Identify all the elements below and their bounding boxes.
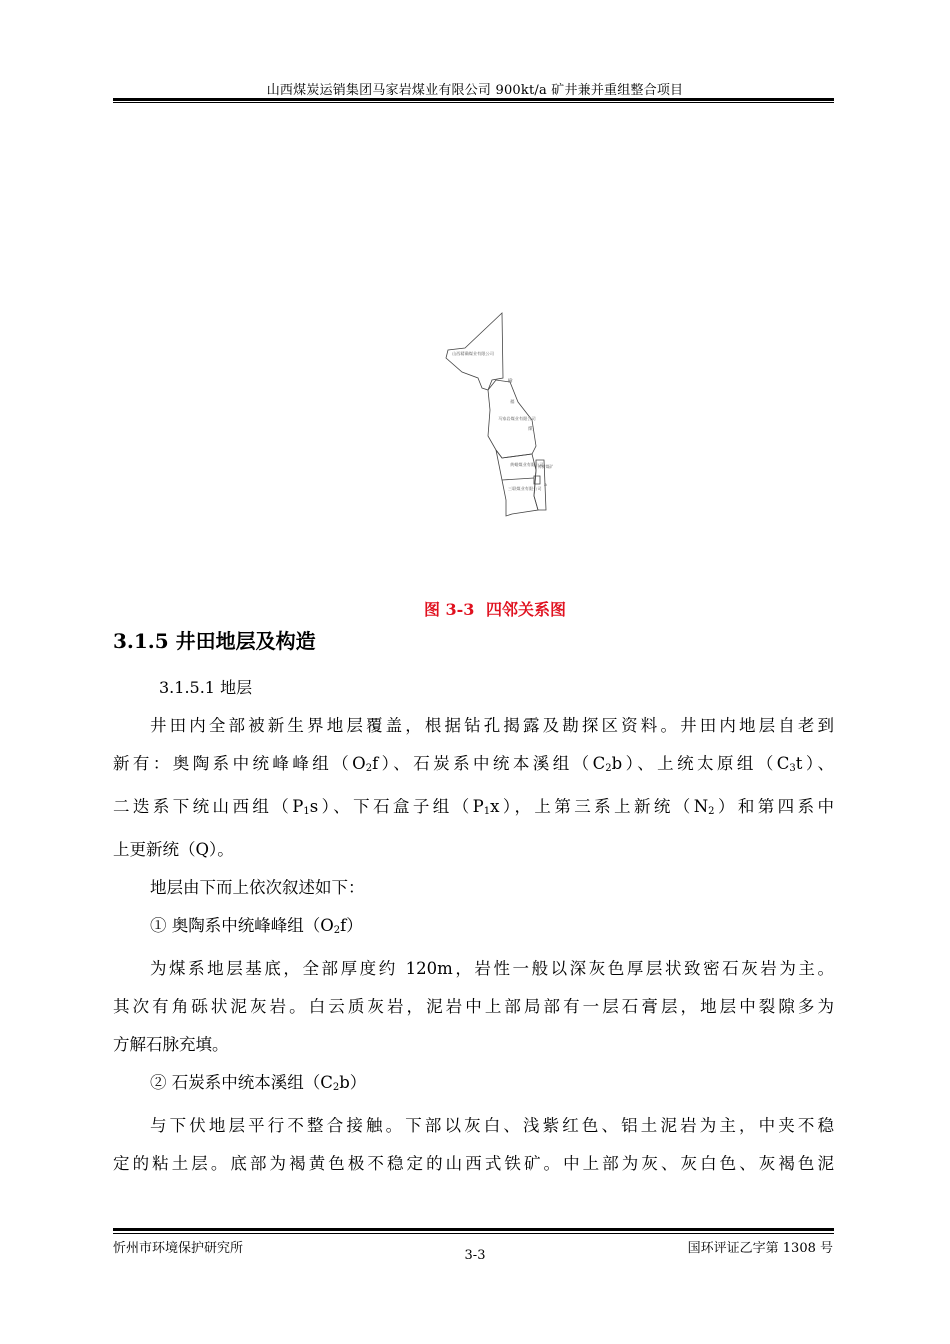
map-boundary-lower [496,450,538,516]
section-heading: 3.1.5 井田地层及构造 [113,629,316,653]
item-heading-fengfeng: ① 奥陶系中统峰峰组$(O_2f)$ [150,916,363,936]
label-right-strip: 神树煤矿 [538,464,554,469]
para-line: 其次有角砾状泥灰岩。白云质灰岩，泥岩中上部局部有一层石膏层，地层中裂隙多为 [113,997,834,1016]
footer-organization: 忻州市环境保护研究所 [113,1241,244,1256]
paragraph-order-note: 地层由下而上依次叙述如下： [150,878,365,897]
para-line: 新有：奥陶系中统峰峰组$(O_2f)$、石炭系中统本溪组$(C_2b)$、上统太原组$(C_3t)$、 [113,754,835,774]
label-side-char-1: 榆 [508,379,513,384]
paragraph-strata-intro [113,707,834,1183]
label-side-char-3: 煤 [528,427,533,432]
label-lower-left-1: 黄蜡煤业有限公司 [510,462,544,467]
label-side-char-4: a [544,483,547,488]
footer-certificate: 国环评证乙字第 1308 号 [687,1241,833,1256]
para-line: 定的粘土层。底部为褐黄色极不稳定的山西式铁矿。中上部为灰、灰白色、灰褐色泥 [113,1154,834,1173]
subsection-heading: 3.1.5.1 地层 [159,678,253,697]
label-lower-left-2: 三联煤业有限公司 [508,486,542,491]
page-number: 3-3 [464,1248,486,1263]
item-heading-benxi: ② 石炭系中统本溪组$(C_2b)$ [150,1073,367,1093]
neighbor-relation-map [440,310,560,522]
header-rule [113,98,834,101]
para-line: 井田内全部被新生界地层覆盖，根据钻孔揭露及勘探区资料。井田内地层自老到 [150,716,834,735]
para-line: 方解石脉充填。 [113,1035,229,1054]
para-line: 为煤系地层基底，全部厚度约 120m，岩性一般以深灰色厚层状致密石灰岩为主。 [150,959,834,978]
header-rule-thin [113,102,834,103]
label-middle-company: 马家岩煤业有限公司 [498,416,536,421]
footer-rule-thin [113,1233,834,1234]
running-header: 山西煤炭运销集团马家岩煤业有限公司 900kt/a 矿井兼并重组整合项目 [266,83,684,98]
footer-rule [113,1228,834,1231]
para-line: 二迭系下统山西组$(P_1s)$、下石盒子组$(P_1x)$，上第三系上新统$(N_2)$和第四系中 [113,797,835,817]
label-side-char-2: 福 [510,400,515,405]
map-boundary-divider [502,478,534,480]
figure-caption [0,597,950,620]
caption-title: 四邻关系图 [486,600,567,619]
para-line: 上更新统（Q）。 [113,840,234,859]
para-line: 与下伏地层平行不整合接触。下部以灰白、浅紫红色、铝土泥岩为主，中夹不稳 [150,1116,834,1135]
label-top-company: 山西精确煤业有限公司 [452,351,494,356]
caption-number: 图 3-3 [423,600,475,619]
